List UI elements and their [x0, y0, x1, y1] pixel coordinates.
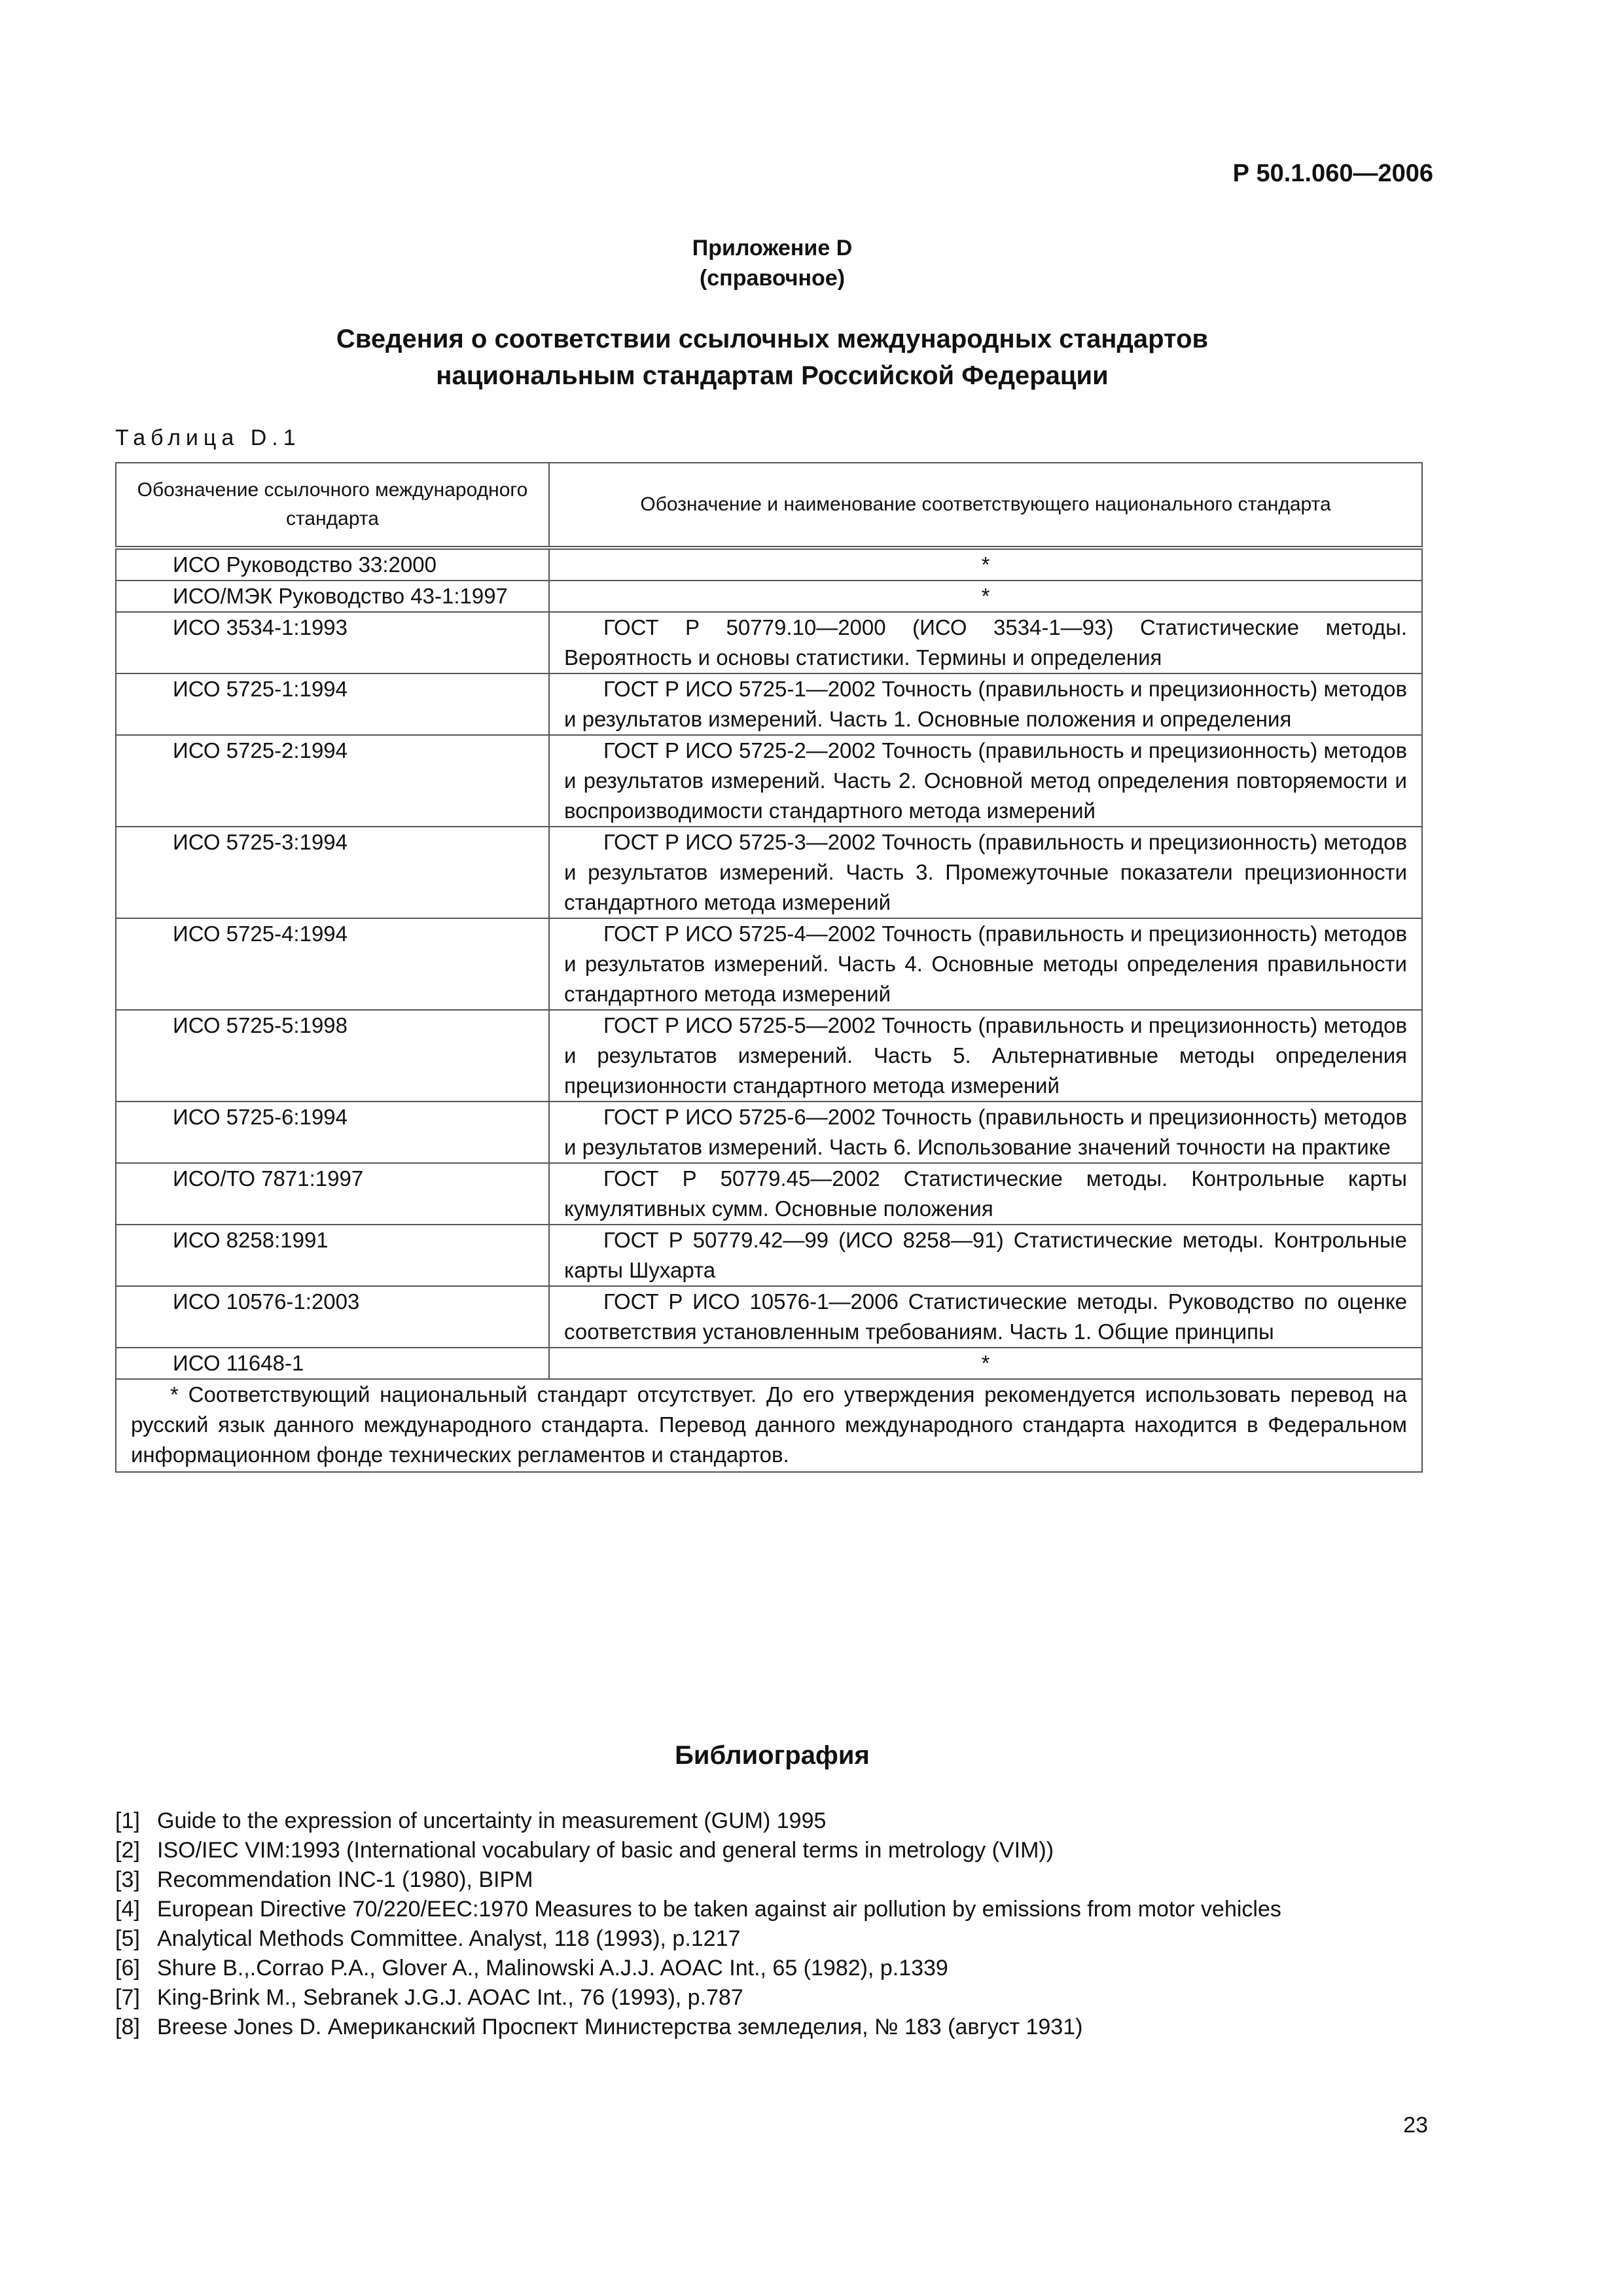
- appendix-type: (справочное): [699, 266, 846, 291]
- table-row: [116, 612, 1422, 673]
- national-standard: *: [549, 548, 1422, 581]
- appendix-label: Приложение D: [692, 236, 853, 260]
- international-code: ИСО 5725-2:1994: [116, 735, 549, 827]
- bibliography-number: [2]: [115, 1838, 140, 1863]
- page-number: 23: [1403, 2113, 1428, 2138]
- international-code: ИСО/ТО 7871:1997: [116, 1163, 549, 1225]
- national-standard: *: [549, 1348, 1422, 1379]
- table-row: [116, 581, 1422, 612]
- national-standard: ГОСТ Р ИСО 5725-4—2002 Точность (правильность и прецизионность) методов и результатов измерений. Часть 4. Основные методы определения правильности стандартного метода измерений: [549, 918, 1422, 1010]
- national-standard: ГОСТ Р ИСО 5725-5—2002 Точность (правильность и прецизионность) методов и результатов измерений. Часть 5. Альтернативные методы определения прецизионности стандартного метода измерений: [549, 1010, 1422, 1102]
- bibliography-number: [1]: [115, 1808, 140, 1833]
- document-code: Р 50.1.060—2006: [1232, 160, 1433, 187]
- national-standard: ГОСТ Р ИСО 5725-3—2002 Точность (правильность и прецизионность) методов и результатов измерений. Часть 3. Промежуточные показатели прецизионности стандартного метода измерений: [549, 827, 1422, 918]
- national-standard: ГОСТ Р ИСО 5725-1—2002 Точность (правильность и прецизионность) методов и результатов измерений. Часть 1. Основные положения и определения: [549, 673, 1422, 735]
- bibliography-item: [115, 1806, 1281, 1836]
- table-row: [116, 1010, 1422, 1102]
- international-code: ИСО 5725-1:1994: [116, 673, 549, 735]
- bibliography-text: ISO/IEC VIM:1993 (International vocabulary of basic and general terms in metrology (VIM)): [157, 1838, 1054, 1863]
- table-row: [116, 918, 1422, 1010]
- standards-table: [115, 462, 1423, 1473]
- national-standard: *: [549, 581, 1422, 612]
- table-footnote: * Соответствующий национальный стандарт отсутствует. До его утверждения рекомендуется использовать перевод на русский язык данного международного стандарта. Перевод данного международного стандарта находится в Федеральном информационном фонде технических регламентов и стандартов.: [116, 1379, 1422, 1472]
- table-row: [116, 1286, 1422, 1348]
- bibliography-number: [3]: [115, 1867, 140, 1892]
- bibliography-item: [115, 1836, 1281, 1865]
- bibliography-text: King-Brink M., Sebranek J.G.J. AOAC Int., 76 (1993), p.787: [157, 1985, 743, 2010]
- table-header-row: [116, 463, 1422, 548]
- title-line-1: Сведения о соответствии ссылочных международных стандартов: [336, 325, 1209, 353]
- international-code: ИСО 11648-1: [116, 1348, 549, 1379]
- bibliography-text: European Directive 70/220/EEC:1970 Measures to be taken against air pollution by emissions from motor vehicles: [157, 1897, 1281, 1922]
- international-code: ИСО 3534-1:1993: [116, 612, 549, 673]
- bibliography-list: [115, 1806, 1281, 2042]
- title-line-2: национальным стандартам Российской Федерации: [436, 361, 1109, 390]
- bibliography-text: Breese Jones D. Американский Проспект Министерства земледелия, № 183 (август 1931): [157, 2015, 1083, 2039]
- international-code: ИСО Руководство 33:2000: [116, 548, 549, 581]
- page-title: [0, 321, 1544, 394]
- bibliography-text: Guide to the expression of uncertainty in measurement (GUM) 1995: [157, 1808, 827, 1833]
- bibliography-item: [115, 1954, 1281, 1983]
- table-row: [116, 827, 1422, 918]
- bibliography-number: [6]: [115, 1956, 140, 1981]
- table-row: [116, 1102, 1422, 1163]
- national-standard: ГОСТ Р ИСО 10576-1—2006 Статистические методы. Руководство по оценке соответствия установленным требованиям. Часть 1. Общие принципы: [549, 1286, 1422, 1348]
- international-code: ИСО 5725-4:1994: [116, 918, 549, 1010]
- international-code: ИСО 5725-5:1998: [116, 1010, 549, 1102]
- header-international-standard: Обозначение ссылочного международного стандарта: [116, 463, 549, 548]
- table-row: [116, 1225, 1422, 1286]
- national-standard: ГОСТ Р 50779.10—2000 (ИСО 3534-1—93) Статистические методы. Вероятность и основы статистики. Термины и определения: [549, 612, 1422, 673]
- bibliography-text: Shure B.,.Corrao P.A., Glover A., Malinowski A.J.J. AOAC Int., 65 (1982), p.1339: [157, 1956, 948, 1981]
- table-row: [116, 1163, 1422, 1225]
- international-code: ИСО 5725-3:1994: [116, 827, 549, 918]
- appendix-heading: [0, 233, 1544, 293]
- bibliography-number: [7]: [115, 1985, 140, 2010]
- international-code: ИСО 5725-6:1994: [116, 1102, 549, 1163]
- table-row: [116, 1348, 1422, 1379]
- bibliography-number: [4]: [115, 1897, 140, 1922]
- bibliography-number: [8]: [115, 2015, 140, 2039]
- bibliography-text: Analytical Methods Committee. Analyst, 118 (1993), p.1217: [157, 1926, 741, 1951]
- table-row: [116, 548, 1422, 581]
- international-code: ИСО 8258:1991: [116, 1225, 549, 1286]
- header-national-standard: Обозначение и наименование соответствующего национального стандарта: [549, 463, 1422, 548]
- bibliography-item: [115, 1924, 1281, 1954]
- table-footnote-row: [116, 1379, 1422, 1472]
- bibliography-number: [5]: [115, 1926, 140, 1951]
- bibliography-item: [115, 1983, 1281, 2013]
- bibliography-item: [115, 1865, 1281, 1895]
- bibliography-item: [115, 1895, 1281, 1924]
- bibliography-text: Recommendation INC-1 (1980), BIPM: [157, 1867, 533, 1892]
- international-code: ИСО 10576-1:2003: [116, 1286, 549, 1348]
- national-standard: ГОСТ Р ИСО 5725-6—2002 Точность (правильность и прецизионность) методов и результатов измерений. Часть 6. Использование значений точности на практике: [549, 1102, 1422, 1163]
- table-label: Таблица D.1: [115, 425, 301, 450]
- bibliography-title: Библиография: [675, 1741, 870, 1770]
- national-standard: ГОСТ Р ИСО 5725-2—2002 Точность (правильность и прецизионность) методов и результатов измерений. Часть 2. Основной метод определения повторяемости и воспроизводимости стандартного метода измерений: [549, 735, 1422, 827]
- table-row: [116, 735, 1422, 827]
- national-standard: ГОСТ Р 50779.45—2002 Статистические методы. Контрольные карты кумулятивных сумм. Основные положения: [549, 1163, 1422, 1225]
- table-row: [116, 673, 1422, 735]
- international-code: ИСО/МЭК Руководство 43-1:1997: [116, 581, 549, 612]
- national-standard: ГОСТ Р 50779.42—99 (ИСО 8258—91) Статистические методы. Контрольные карты Шухарта: [549, 1225, 1422, 1286]
- bibliography-item: [115, 2013, 1281, 2042]
